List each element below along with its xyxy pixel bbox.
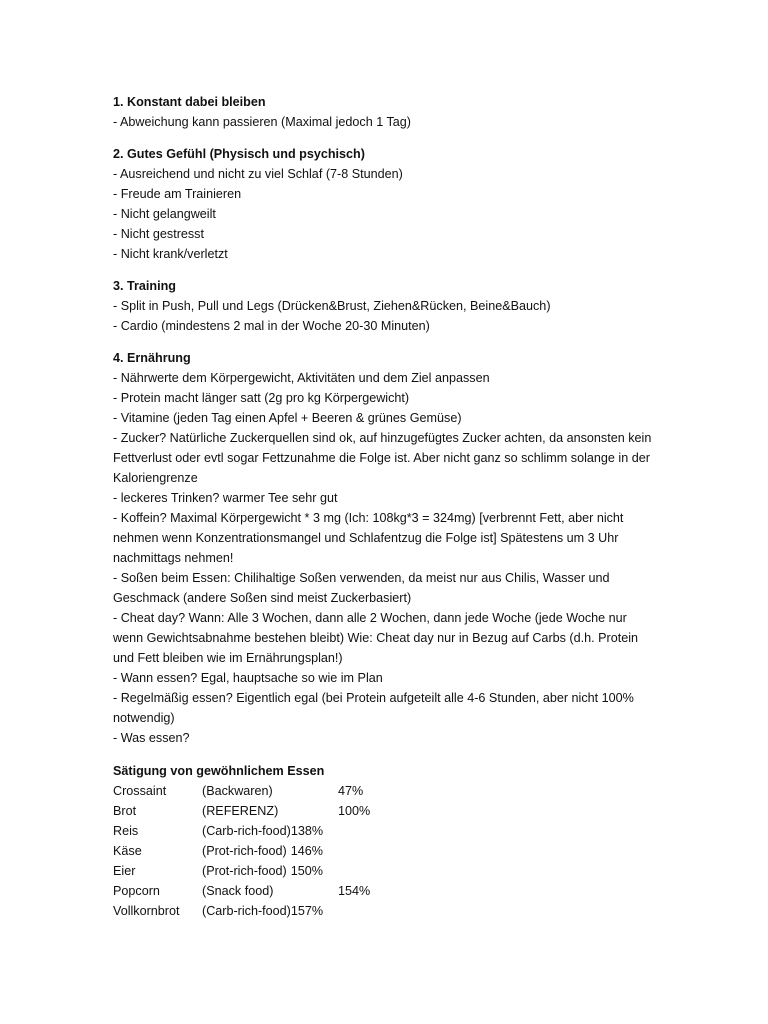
food-name: Crossaint <box>113 784 167 798</box>
document-content <box>113 92 673 921</box>
section-training <box>113 276 673 336</box>
text-line: - Split in Push, Pull und Legs (Drücken&Brust, Ziehen&Rücken, Beine&Bauch) <box>113 299 551 313</box>
text-line: - Cardio (mindestens 2 mal in der Woche 20-30 Minuten) <box>113 319 430 333</box>
table-row <box>113 841 673 861</box>
table-row <box>113 821 673 841</box>
section-heading: 3. Training <box>113 279 176 293</box>
text-line: - Nicht krank/verletzt <box>113 247 228 261</box>
food-category: (Prot-rich-food) <box>202 844 287 858</box>
text-line: Fettverlust oder evtl sogar Fettzunahme die Folge ist. Aber nicht ganz so schlimm solange in der <box>113 451 650 465</box>
section-konstant <box>113 92 673 132</box>
text-line: - Abweichung kann passieren (Maximal jedoch 1 Tag) <box>113 115 411 129</box>
food-percent: 100% <box>338 804 371 818</box>
table-heading: Sätigung von gewöhnlichem Essen <box>113 764 325 778</box>
table-row <box>113 781 673 801</box>
section-heading: 4. Ernährung <box>113 351 191 365</box>
food-percent: 146% <box>290 844 323 858</box>
text-line: - Vitamine (jeden Tag einen Apfel + Beeren & grünes Gemüse) <box>113 411 462 425</box>
satiety-table <box>113 761 673 921</box>
text-line: - Protein macht länger satt (2g pro kg Körpergewicht) <box>113 391 410 405</box>
food-category: (Carb-rich-food) <box>202 904 291 918</box>
table-row <box>113 861 673 881</box>
text-line: und Fett bleiben wie im Ernährungsplan!) <box>113 651 343 665</box>
text-line: - Nicht gelangweilt <box>113 207 216 221</box>
text-line: - Regelmäßig essen? Eigentlich egal (bei Protein aufgeteilt alle 4-6 Stunden, aber nicht 100% <box>113 691 634 705</box>
text-line: - Nicht gestresst <box>113 227 204 241</box>
food-percent: 47% <box>338 784 364 798</box>
text-line: Kaloriengrenze <box>113 471 198 485</box>
text-line: - Cheat day? Wann: Alle 3 Wochen, dann alle 2 Wochen, dann jede Woche (jede Woche nur <box>113 611 627 625</box>
food-category: (Backwaren) <box>202 784 273 798</box>
food-category: (REFERENZ) <box>202 804 279 818</box>
section-heading: 1. Konstant dabei bleiben <box>113 95 266 109</box>
text-line: - Freude am Trainieren <box>113 187 242 201</box>
food-name: Vollkornbrot <box>113 904 180 918</box>
text-line: - Ausreichend und nicht zu viel Schlaf (7-8 Stunden) <box>113 167 403 181</box>
text-line: nehmen wenn Konzentrationsmangel und Schlafentzug die Folge ist] Spätestens um 3 Uhr <box>113 531 619 545</box>
table-row <box>113 901 673 921</box>
table-row <box>113 801 673 821</box>
text-line: wenn Gewichtsabnahme bestehen bleibt) Wie: Cheat day nur in Bezug auf Carbs (d.h. Protein <box>113 631 639 645</box>
food-name: Reis <box>113 824 139 838</box>
text-line: Geschmack (andere Soßen sind meist Zuckerbasiert) <box>113 591 412 605</box>
text-line: - Koffein? Maximal Körpergewicht * 3 mg (Ich: 108kg*3 = 324mg) [verbrennt Fett, aber nicht <box>113 511 624 525</box>
text-line: - Wann essen? Egal, hauptsache so wie im Plan <box>113 671 383 685</box>
text-line: - leckeres Trinken? warmer Tee sehr gut <box>113 491 338 505</box>
text-line: - Was essen? <box>113 731 190 745</box>
food-name: Brot <box>113 804 137 818</box>
text-line: nachmittags nehmen! <box>113 551 234 565</box>
table-row <box>113 881 673 901</box>
food-percent: 157% <box>290 904 324 918</box>
text-line: - Nährwerte dem Körpergewicht, Aktivitäten und dem Ziel anpassen <box>113 371 490 385</box>
food-category: (Snack food) <box>202 884 274 898</box>
food-percent: 138% <box>290 824 324 838</box>
food-name: Popcorn <box>113 884 160 898</box>
food-name: Eier <box>113 864 136 878</box>
section-heading: 2. Gutes Gefühl (Physisch und psychisch) <box>113 147 365 161</box>
section-ernaehrung <box>113 348 673 748</box>
food-category: (Carb-rich-food) <box>202 824 291 838</box>
food-category: (Prot-rich-food) <box>202 864 287 878</box>
food-percent: 154% <box>338 884 371 898</box>
text-line: notwendig) <box>113 711 175 725</box>
section-gutes-gefuehl <box>113 144 673 264</box>
food-name: Käse <box>113 844 142 858</box>
text-line: - Zucker? Natürliche Zuckerquellen sind ok, auf hinzugefügtes Zucker achten, da ansonsten kein <box>113 431 652 445</box>
text-line: - Soßen beim Essen: Chilihaltige Soßen verwenden, da meist nur aus Chilis, Wasser und <box>113 571 610 585</box>
food-percent: 150% <box>290 864 323 878</box>
